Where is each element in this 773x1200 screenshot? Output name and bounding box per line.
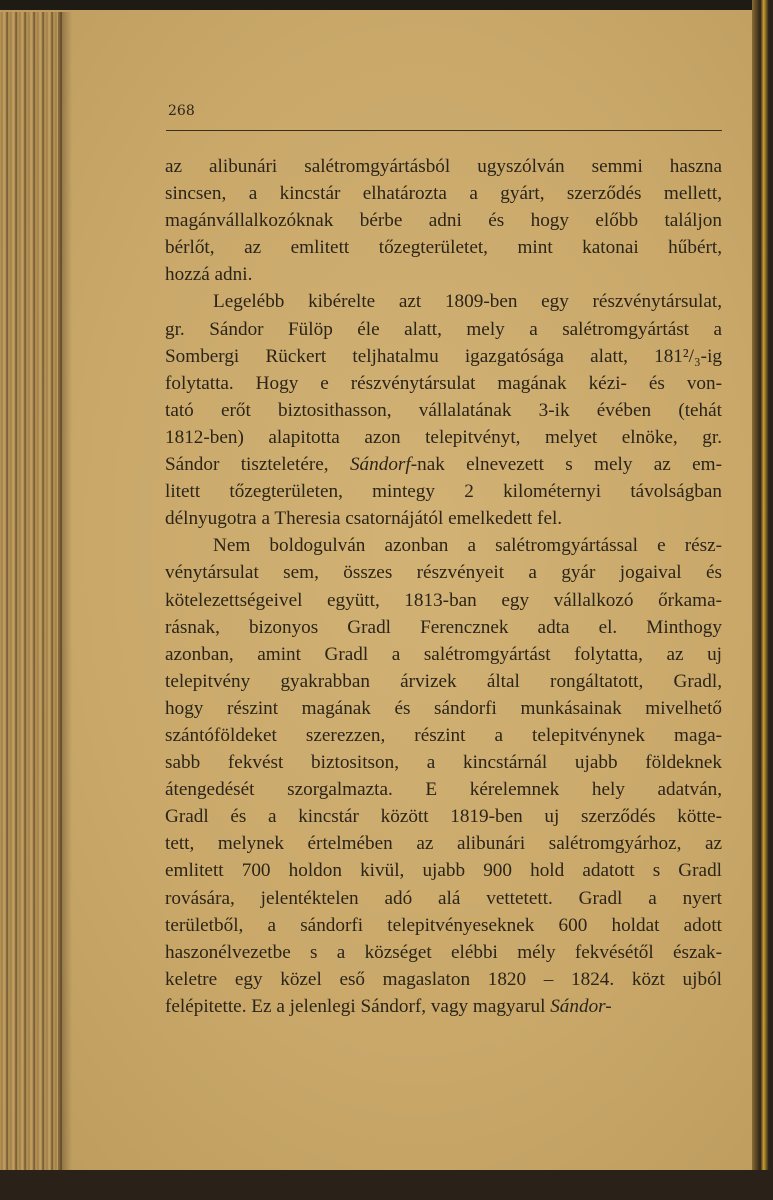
text-line: Gradl és a kincstár között 1819-ben uj szerződés kötte- — [165, 806, 722, 828]
text-line: délnyugotra a Theresia csatornájától emelkedett fel. — [165, 508, 563, 530]
text-line: keletre egy közel eső magaslaton 1820 – 1824. közt ujból — [165, 968, 722, 990]
text-line: átengedését szorgalmazta. E kérelemnek hely adatván, — [165, 779, 722, 801]
text-segment: Sándor tiszteletére, — [165, 454, 350, 476]
text-line: hogy részint magának és sándorfi munkásainak mivelhető — [165, 697, 722, 719]
text-line: 1812-ben) alapitotta azon telepitvényt, melyet elnöke, gr. — [165, 426, 722, 448]
text-line: rovására, jelentéktelen adó alá vettetett. Gradl a nyert — [165, 887, 722, 909]
italic-term: Sándorf — [349, 454, 411, 476]
text-line: folytatta. Hogy e részvénytársulat magának kézi- és von- — [165, 372, 722, 394]
text-line — [165, 451, 722, 478]
text-line: Sombergi Rückert teljhatalmu igazgatósága alatt, 181²/₃-ig — [165, 345, 722, 367]
scan-background-bottom — [0, 1170, 773, 1200]
text-line: sincsen, a kincstár elhatározta a gyárt, szerződés mellett, — [165, 183, 722, 205]
italic-term: Sándor- — [550, 995, 612, 1017]
text-line: bérlőt, az emlitett tőzegterületet, mint katonai hűbért, — [165, 237, 722, 259]
text-line: azonban, amint Gradl a salétromgyártást folytatta, az uj — [165, 643, 722, 665]
page-stack-edges — [0, 12, 62, 1172]
right-page-edge — [752, 0, 773, 1200]
gutter-shadow — [58, 12, 72, 1172]
text-line: emlitett 700 holdon kivül, ujabb 900 hold adatott s Gradl — [165, 860, 722, 882]
text-line: tató erőt biztosithasson, vállalatának 3-ik évében (tehát — [165, 399, 722, 421]
text-line: sabb fekvést biztositson, a kincstárnál ujabb földeknek — [165, 752, 722, 774]
text-line: telepitvény gyakrabban árvizek által rongáltatott, Gradl, — [165, 670, 722, 692]
text-line: hozzá adni. — [165, 264, 253, 286]
text-segment: felépitette. Ez a jelenlegi Sándorf, vagy magyarul — [165, 995, 551, 1017]
text-line: litett tőzegterületen, mintegy 2 kilométernyi távolságban — [165, 481, 722, 503]
page-number: 268 — [168, 103, 195, 119]
text-line: magánvállalkozóknak bérbe adni és hogy előbb találjon — [165, 210, 722, 232]
text-line: területből, a sándorfi telepitvényeseknek 600 holdat adott — [165, 914, 722, 936]
text-segment: -nak elnevezett s mely az em- — [410, 454, 722, 476]
text-line — [165, 993, 722, 1020]
header-rule — [166, 130, 722, 131]
text-line: rásnak, bizonyos Gradl Ferencznek adta el. Minthogy — [165, 616, 722, 638]
text-line: szántóföldeket szerezzen, részint a telepitvénynek maga- — [165, 724, 722, 746]
text-line: gr. Sándor Fülöp éle alatt, mely a salétromgyártást a — [165, 318, 722, 340]
text-line: az alibunári salétromgyártásból ugyszólván semmi haszna — [165, 156, 722, 177]
text-line: vénytársulat sem, összes részvényeit a gyár jogaival és — [165, 562, 722, 584]
text-line: haszonélvezetbe s a községet elébbi mély fekvésétől észak- — [165, 941, 722, 963]
text-line: kötelezettségeivel együtt, 1813-ban egy vállalkozó őrkama- — [165, 589, 722, 611]
text-line: Legelébb kibérelte azt 1809-ben egy részvénytársulat, — [213, 291, 722, 313]
body-text — [165, 153, 722, 1020]
text-line: Nem boldogulván azonban a salétromgyártással e rész- — [213, 535, 722, 557]
text-line: tett, melynek értelmében az alibunári salétromgyárhoz, az — [165, 833, 722, 855]
